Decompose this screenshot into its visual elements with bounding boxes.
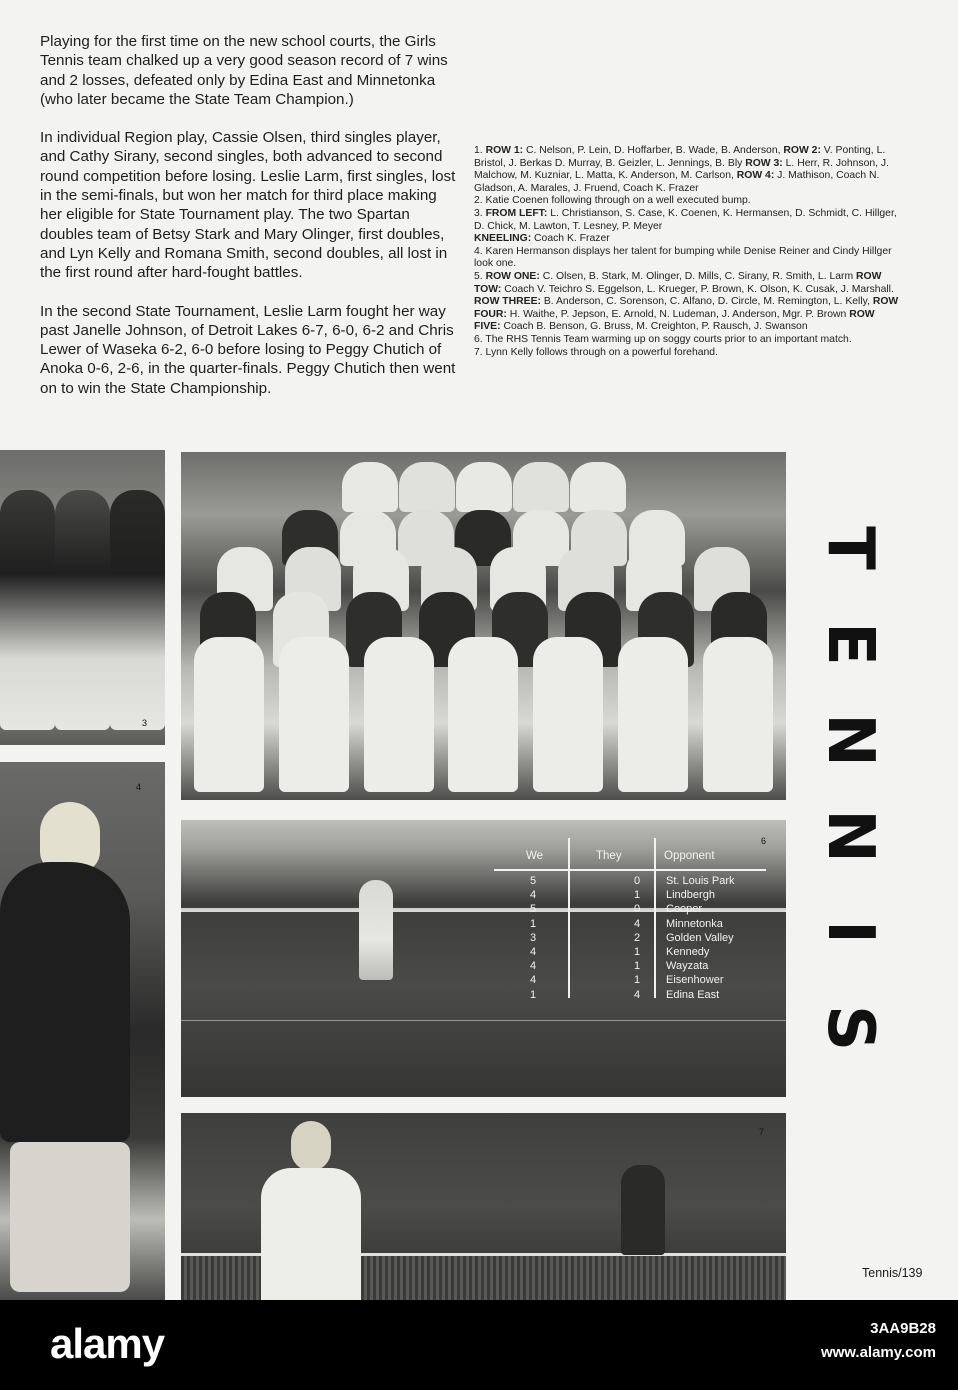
scoreboard-row [492, 888, 782, 902]
scoreboard-cell-opponent: Golden Valley [666, 931, 734, 944]
scoreboard-rows [492, 874, 782, 1002]
intro-paragraph: In the second State Tournament, Leslie Larm fought her way past Janelle Johnson, of Detroit Lakes 6-7, 6-0, 6-2 and Chris Lewer of Waseka 6-2, 6-0 before losing to Peggy Chutich of Anoka 0-6, 2-6, in the quarter-finals. Peggy Chutich then went on to win the State Championship. [40, 302, 456, 397]
scoreboard-row [492, 917, 782, 931]
caption-3: 3. FROM LEFT: L. Christianson, S. Case, K. Coenen, K. Hermansen, D. Schmidt, C. Hillger, D. Chick, M. Lawton, T. Lesney, P. Meyer KNEELING: Coach K. Frazer [474, 207, 897, 245]
scoreboard-header-they: They [596, 850, 622, 862]
scoreboard-cell-they: 1 [634, 960, 641, 973]
scoreboard-cell-opponent: Edina East [666, 988, 720, 1001]
scoreboard-cell-opponent: Minnetonka [666, 917, 723, 930]
scoreboard-row [492, 945, 782, 959]
scoreboard-cell-they: 4 [634, 988, 641, 1001]
scoreboard-cell-we: 4 [530, 889, 537, 902]
scoreboard-cell-opponent: Kennedy [666, 945, 710, 958]
title-letter: E [813, 622, 887, 666]
caption-1: 1. ROW 1: C. Nelson, P. Lein, D. Hoffarber, B. Wade, B. Anderson, ROW 2: V. Ponting, L. Bristol, J. Berkas D. Murray, B. Geizler, L. Jennings, B. Bly ROW 3: L. Herr, R. Johnson, J. Malchow, M. Kuzniar, L. Matta, K. Anderson, M. Carlson, ROW 4: J. Mathison, Coach N. Gladson, A. Marales, J. Fruend, Coach K. Frazer [474, 145, 890, 194]
scoreboard-cell-we: 4 [530, 974, 537, 987]
scoreboard-cell-opponent: Wayzata [666, 960, 709, 973]
photo-number: 7 [759, 1127, 765, 1137]
scoreboard-row [492, 902, 782, 916]
caption-2: 2. Katie Coenen following through on a well executed bump. [474, 195, 751, 207]
scoreboard-cell-opponent: St. Louis Park [666, 875, 735, 887]
brand-logo: alamy [50, 1320, 165, 1367]
scoreboard-row [492, 931, 782, 945]
photo-forehand [181, 1113, 786, 1300]
scoreboard-cell-we: 3 [530, 931, 537, 944]
scoreboard-cell-opponent: Cooper [666, 903, 703, 916]
photo-number: 4 [136, 782, 142, 792]
title-letter: T [813, 526, 887, 570]
scoreboard-cell-we: 4 [530, 960, 537, 973]
scoreboard-cell-we: 4 [530, 945, 537, 958]
intro-paragraph: Playing for the first time on the new school courts, the Girls Tennis team chalked up a very good season record of 7 wins and 2 losses, defeated only by Edina East and Minnetonka (who later became the State Team Champion.) [40, 33, 448, 108]
caption-4: 4. Karen Hermanson displays her talent for bumping while Denise Reiner and Cindy Hillger look one. [474, 245, 892, 270]
caption-5: 5. ROW ONE: C. Olsen, B. Stark, M. Olinger, D. Mills, C. Sirany, R. Smith, L. Larm ROW TOW: Coach V. Teichro S. Eggelson, L. Krueger, P. Brown, K. Olson, K. Cusak, J. Marshall. ROW THREE: B. Anderson, C. Sorenson, C. Alfano, D. Circle, M. Remington, L. Kelly, ROW FOUR: H. Waithe, P. Jepson, E. Arnold, N. Ludeman, J. Anderson, Mgr. P. Brown ROW FIVE: Coach B. Benson, G. Bruss, M. Creighton, P. Rausch, J. Swanson [474, 270, 899, 333]
scoreboard-cell-they: 2 [634, 931, 641, 944]
scoreboard-cell-we: 1 [530, 917, 537, 930]
scoreboard-cell-we: 5 [530, 903, 537, 916]
image-id: 3AA9B28 [870, 1320, 936, 1337]
scoreboard-cell-they: 1 [634, 945, 641, 958]
photo-number: 6 [761, 836, 767, 846]
scoreboard-cell-they: 1 [634, 889, 641, 902]
scoreboard-header-opponent: Opponent [664, 850, 715, 862]
photo-volleyball-players [0, 450, 165, 745]
watermark-bar [0, 1300, 958, 1390]
title-letter: N [813, 713, 887, 767]
scoreboard-row [492, 988, 782, 1002]
scoreboard-cell-we: 5 [530, 875, 537, 887]
photo-number: 3 [142, 718, 148, 728]
page-title [815, 500, 885, 1076]
site-url: www.alamy.com [820, 1344, 936, 1361]
caption-6: 6. The RHS Tennis Team warming up on soggy courts prior to an important match. [474, 333, 852, 345]
scoreboard-row [492, 973, 782, 987]
caption-7: 7. Lynn Kelly follows through on a powerful forehand. [474, 346, 718, 358]
photo-team-portrait [181, 452, 786, 800]
photo-volleyball-bump [0, 762, 165, 1300]
scoreboard-row [492, 959, 782, 973]
page-folio: Tennis/139 [862, 1266, 923, 1280]
scoreboard-cell-they: 1 [634, 974, 641, 987]
scoreboard-row [492, 874, 782, 888]
title-letter: N [813, 809, 887, 863]
intro-paragraph: In individual Region play, Cassie Olsen, third singles player, and Cathy Sirany, second singles, both advanced to second round competition before losing. Leslie Larm, first singles, lost in the semi-finals, but won her match for third place making her eligible for State Tournament play. The two Spartan doubles team of Betsy Stark and Mary Olinger, first doubles, and Lyn Kelly and Romana Smith, second doubles, all lost in the first round after hard-fought battles. [40, 129, 456, 282]
title-letter: I [813, 920, 887, 944]
scoreboard-divider [494, 869, 766, 871]
scoreboard-cell-they: 4 [634, 917, 641, 930]
scoreboard-cell-we: 1 [530, 988, 537, 1001]
scoreboard-cell-they: 0 [634, 903, 641, 916]
scoreboard-cell-they: 0 [634, 875, 641, 887]
scoreboard-cell-opponent: Eisenhower [666, 974, 724, 987]
scoreboard-cell-opponent: Lindbergh [666, 889, 715, 902]
scoreboard-header-we: We [526, 850, 544, 862]
intro-text [40, 32, 460, 417]
photo-captions [474, 145, 904, 359]
title-letter: S [813, 1004, 887, 1052]
